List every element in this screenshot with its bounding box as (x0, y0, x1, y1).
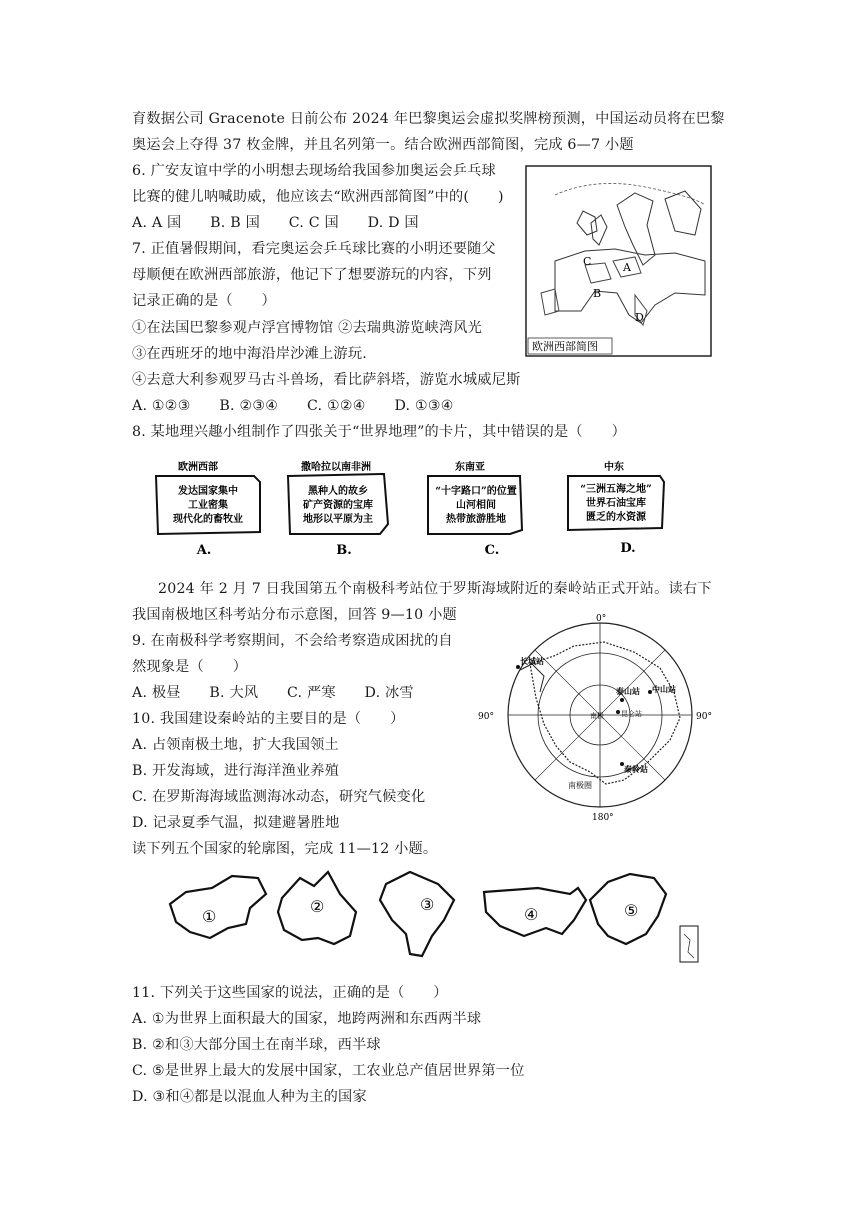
taishan-station-marker (620, 698, 624, 702)
q7-line-2: 母顺便在欧洲西部旅游，他记下了想要游玩的内容，下列 (132, 267, 492, 283)
intro-line-2: 奥运会上夺得 37 枚金牌，并且名列第一。结合欧洲西部简图，完成 6—7 小题 (132, 137, 634, 153)
q9-options: A. 极昼 B. 大风 C. 严寒 D. 冰雪 (132, 685, 414, 701)
antarctic-label-0: 0° (596, 614, 607, 624)
card-d-line-3: 匮乏的水资源 (586, 512, 646, 523)
country-outline-1 (170, 876, 266, 938)
q10-option-d: D. 记录夏季气温，拟建避暑胜地 (132, 815, 340, 831)
card-c-line-3: 热带旅游胜地 (446, 514, 506, 525)
q11-option-d: D. ③和④都是以混血人种为主的国家 (132, 1089, 367, 1105)
intro-line-1: 育数据公司 Gracenote 日前公布 2024 年巴黎奥运会虚拟奖牌榜预测，中国运动员将在巴黎 (132, 111, 725, 127)
card-c-letter: C. (484, 543, 500, 558)
taishan-station-label: 泰山站 (616, 686, 640, 696)
q10-option-b: B. 开发海域，进行海洋渔业养殖 (132, 763, 340, 779)
country-label-3: ③ (420, 895, 435, 914)
q7-line-1: 7. 正值暑假期间，看完奥运会乒乓球比赛的小明还要随父 (132, 241, 496, 257)
card-c-title: 东南亚 (455, 462, 485, 473)
card-b-line-2: 矿产资源的宝库 (303, 500, 373, 511)
kunlun-station-label: 昆仑站 (621, 710, 642, 718)
q6-line-2: 比赛的健儿呐喊助威，他应该去“欧洲西部简图”中的( ) (132, 189, 504, 205)
country-label-1: ① (202, 907, 217, 926)
card-b-line-1: 黑种人的故乡 (308, 486, 368, 497)
country-outlines (166, 864, 710, 968)
card-d-title: 中东 (604, 462, 624, 473)
antarctic-circle-label: 南极圈 (568, 781, 592, 790)
changcheng-station-label: 长城站 (520, 656, 544, 666)
q10-option-c: C. 在罗斯海海域监测海冰动态，研究气候变化 (132, 789, 426, 805)
antarctic-label-90e: 90° (696, 712, 712, 722)
card-d-line-1: “三洲五海之地” (580, 484, 652, 495)
card-b-title: 撒哈拉以南非洲 (301, 462, 371, 473)
card-c (428, 460, 522, 558)
zhongshan-station-label: 中山站 (652, 684, 676, 694)
q10-option-a: A. 占领南极土地，扩大我国领土 (132, 737, 339, 753)
card-a (156, 460, 260, 558)
q7-item-1: ①在法国巴黎参观卢浮宫博物馆 ②去瑞典游览峡湾风光 (132, 320, 483, 336)
south-pole-label: 南极 (590, 712, 604, 720)
q8-question: 8. 某地理兴趣小组制作了四张关于“世界地理”的卡片，其中错误的是（ ） (132, 424, 626, 440)
antarctic-label-90w: 90° (478, 712, 494, 722)
card-a-line-2: 工业密集 (188, 500, 228, 511)
q7-item-3: ③在西班牙的地中海沿岸沙滩上游玩. (132, 346, 367, 362)
europe-west-map (525, 165, 712, 357)
map-caption: 欧洲西部简图 (532, 340, 598, 353)
world-geo-cards (150, 456, 670, 566)
card-a-letter: A. (196, 543, 212, 558)
card-c-line-1: “十字路口”的位置 (435, 486, 517, 497)
card-b-line-3: 地形以平原为主 (303, 514, 373, 525)
qinling-station-label: 秦岭站 (624, 764, 648, 774)
map-label-b: B (593, 287, 602, 300)
passage-2-line-2: 我国南极地区科考站分布示意图，回答 9—10 小题 (132, 607, 457, 623)
card-a-line-3: 现代化的畜牧业 (173, 514, 243, 525)
card-c-line-2: 山河相间 (456, 500, 496, 511)
q6-options: A. A 国 B. B 国 C. C 国 D. D 国 (132, 215, 419, 231)
q11-option-a: A. ①为世界上面积最大的国家，地跨两洲和东西两半球 (132, 1011, 482, 1027)
map-label-c: C (583, 255, 592, 268)
card-b-letter: B. (336, 543, 352, 558)
antarctic-label-180: 180° (592, 813, 614, 823)
q7-line-3: 记录正确的是（ ） (132, 293, 276, 309)
q9-line-1: 9. 在南极科学考察期间，不会给考察造成困扰的自 (132, 633, 453, 649)
q11-option-b: B. ②和③大部分国土在南半球，西半球 (132, 1037, 381, 1053)
country-outline-3 (380, 872, 454, 956)
q11-question: 11. 下列关于这些国家的说法，正确的是（ ） (132, 985, 448, 1001)
q9-line-2: 然现象是（ ） (132, 659, 248, 675)
card-d-letter: D. (620, 541, 636, 556)
map-label-a: A (623, 261, 631, 274)
card-a-line-1: 发达国家集中 (178, 486, 238, 497)
card-d (568, 460, 664, 556)
q11-option-c: C. ⑤是世界上最大的发展中国家，工农业总产值居世界第一位 (132, 1063, 525, 1079)
map-label-d: D (635, 311, 644, 324)
card-b (288, 460, 388, 558)
card-d-line-2: 世界石油宝库 (586, 498, 646, 509)
passage-3: 读下列五个国家的轮廓图，完成 11—12 小题。 (132, 841, 438, 857)
antarctic-stations-map (474, 612, 720, 824)
q7-item-4: ④去意大利参观罗马古斗兽场，看比萨斜塔，游览水城威尼斯 (132, 372, 521, 388)
country-label-5: ⑤ (624, 901, 639, 920)
q6-line-1: 6. 广安友谊中学的小明想去现场给我国参加奥运会乒乓球 (132, 163, 496, 179)
q7-options: A. ①②③ B. ②③④ C. ①②④ D. ①③④ (132, 398, 454, 414)
card-a-title: 欧洲西部 (178, 462, 218, 473)
country-label-2: ② (310, 897, 325, 916)
kunlun-station-marker (616, 710, 620, 714)
q10-question: 10. 我国建设秦岭站的主要目的是（ ） (132, 711, 405, 727)
passage-2-line-1: 2024 年 2 月 7 日我国第五个南极科考站位于罗斯海域附近的秦岭站正式开站。读右下 (158, 581, 712, 597)
country-label-4: ④ (524, 905, 539, 924)
